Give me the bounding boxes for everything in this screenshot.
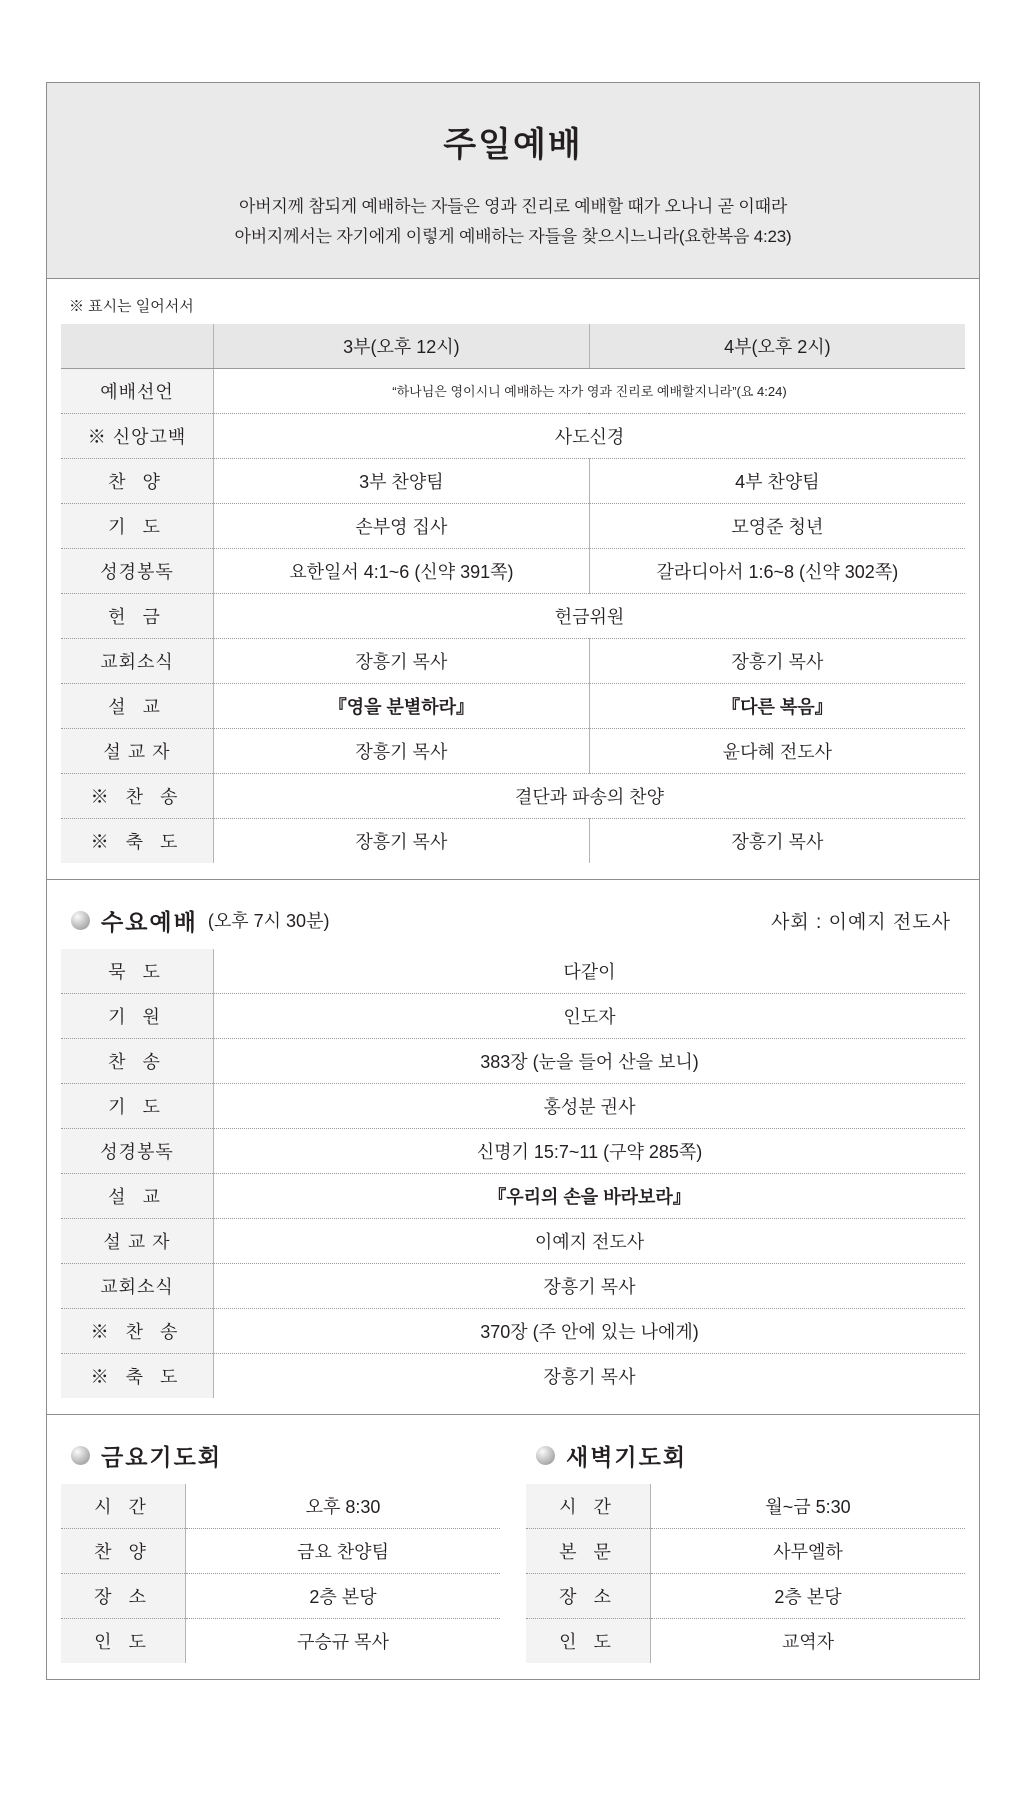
- row-value-4bu: 갈라디아서 1:6~8 (신약 302쪽): [589, 548, 965, 593]
- table-row: [61, 1484, 500, 1529]
- page-title: 주일예배: [443, 126, 583, 164]
- row-value: 월~금 5:30: [651, 1484, 966, 1529]
- row-label: 기 원: [61, 993, 214, 1038]
- table-row: [61, 1083, 965, 1128]
- table-row: [61, 728, 965, 773]
- row-label: 장 소: [61, 1573, 186, 1618]
- row-label: 기 도: [61, 503, 214, 548]
- row-value-3bu: 장흥기 목사: [214, 818, 590, 863]
- wednesday-title: 수요예배: [101, 908, 198, 935]
- friday-prayer-column: [61, 1425, 500, 1663]
- row-label: 설 교: [61, 1173, 214, 1218]
- row-value: 교역자: [651, 1618, 966, 1663]
- row-value-3bu: 장흥기 목사: [214, 728, 590, 773]
- table-row: [61, 1218, 965, 1263]
- prayer-meetings-section: [47, 1415, 979, 1679]
- table-row: [61, 548, 965, 593]
- table-row: [61, 1038, 965, 1083]
- row-value: 383장 (눈을 들어 산을 보니): [214, 1038, 966, 1083]
- column-header-4bu: 4부(오후 2시): [589, 324, 965, 369]
- friday-title: 금요기도회: [101, 1443, 223, 1470]
- row-value: 『우리의 손을 바라보라』: [214, 1173, 966, 1218]
- table-row: [61, 503, 965, 548]
- row-label: 인 도: [526, 1618, 651, 1663]
- friday-heading: [71, 1439, 494, 1472]
- column-header-3bu: 3부(오후 12시): [214, 324, 590, 369]
- row-value-merged: 사도신경: [214, 413, 966, 458]
- header-verse-line-1: 아버지께 참되게 예배하는 자들은 영과 진리로 예배할 때가 오나니 곧 이때라: [238, 197, 788, 216]
- row-value-merged: 헌금위원: [214, 593, 966, 638]
- dawn-title: 새벽기도회: [566, 1443, 688, 1470]
- table-row: [61, 683, 965, 728]
- row-label: 성경봉독: [61, 1128, 214, 1173]
- table-row: [61, 1173, 965, 1218]
- row-label: 기 도: [61, 1083, 214, 1128]
- row-label: ※ 찬 송: [61, 773, 214, 818]
- table-row: [61, 949, 965, 994]
- table-row: [526, 1484, 965, 1529]
- row-label: 설 교: [61, 683, 214, 728]
- row-value-4bu: 윤다혜 전도사: [589, 728, 965, 773]
- row-value-merged: 결단과 파송의 찬양: [214, 773, 966, 818]
- table-row: [61, 818, 965, 863]
- row-value: 장흥기 목사: [214, 1353, 966, 1398]
- row-label: 교회소식: [61, 638, 214, 683]
- row-value: 2층 본당: [651, 1573, 966, 1618]
- table-row: [61, 1573, 500, 1618]
- row-label: 찬 양: [61, 1528, 186, 1573]
- row-label: ※ 축 도: [61, 1353, 214, 1398]
- circle-bullet-icon: [71, 911, 90, 930]
- row-label: 성경봉독: [61, 548, 214, 593]
- row-value-4bu: 『다른 복음』: [589, 683, 965, 728]
- table-header-row: [61, 324, 965, 369]
- row-label: 묵 도: [61, 949, 214, 994]
- sunday-service-section: [47, 279, 979, 880]
- table-row: [61, 773, 965, 818]
- row-label: 본 문: [526, 1528, 651, 1573]
- dawn-heading: [536, 1439, 959, 1472]
- dawn-prayer-column: [526, 1425, 965, 1663]
- table-row: [526, 1618, 965, 1663]
- wednesday-leader: 사회 : 이예지 전도사: [771, 911, 951, 933]
- row-value: 금요 찬양팀: [186, 1528, 501, 1573]
- table-row: [61, 593, 965, 638]
- page-header: [47, 83, 979, 279]
- row-value: 다같이: [214, 949, 966, 994]
- row-label: 시 간: [526, 1484, 651, 1529]
- table-row: [61, 993, 965, 1038]
- header-verse-line-2: 아버지께서는 자기에게 이렇게 예배하는 자들을 찾으시느니라(요한복음 4:23): [234, 226, 792, 246]
- row-value-4bu: 모영준 청년: [589, 503, 965, 548]
- table-row: [61, 1128, 965, 1173]
- wednesday-service-section: [47, 880, 979, 1415]
- table-row: [61, 368, 965, 413]
- table-row: [61, 458, 965, 503]
- row-value-3bu: 손부영 집사: [214, 503, 590, 548]
- row-label: 교회소식: [61, 1263, 214, 1308]
- row-value: 사무엘하: [651, 1528, 966, 1573]
- row-label: ※ 축 도: [61, 818, 214, 863]
- row-label: 설 교 자: [61, 728, 214, 773]
- friday-prayer-table: [61, 1484, 500, 1663]
- wednesday-service-table: [61, 949, 965, 1398]
- row-value: 오후 8:30: [186, 1484, 501, 1529]
- table-row: [526, 1528, 965, 1573]
- row-value: 홍성분 권사: [214, 1083, 966, 1128]
- table-row: [526, 1573, 965, 1618]
- row-value: 신명기 15:7~11 (구약 285쪽): [214, 1128, 966, 1173]
- row-value-4bu: 장흥기 목사: [589, 818, 965, 863]
- row-label: 헌 금: [61, 593, 214, 638]
- wednesday-time: (오후 7시 30분): [207, 911, 330, 931]
- row-value-3bu: 요한일서 4:1~6 (신약 391쪽): [214, 548, 590, 593]
- wednesday-heading: [71, 904, 959, 937]
- row-label: 시 간: [61, 1484, 186, 1529]
- row-value: 2층 본당: [186, 1573, 501, 1618]
- row-label: 찬 양: [61, 458, 214, 503]
- table-row: [61, 1618, 500, 1663]
- row-value-3bu: 3부 찬양팀: [214, 458, 590, 503]
- row-value: 인도자: [214, 993, 966, 1038]
- table-row: [61, 413, 965, 458]
- circle-bullet-icon: [71, 1446, 90, 1465]
- circle-bullet-icon: [536, 1446, 555, 1465]
- column-header-blank: [61, 324, 214, 369]
- row-label: ※ 신앙고백: [61, 413, 214, 458]
- row-value: 장흥기 목사: [214, 1263, 966, 1308]
- row-value-4bu: 장흥기 목사: [589, 638, 965, 683]
- sunday-service-table: [61, 324, 965, 863]
- table-row: [61, 1263, 965, 1308]
- row-value: 이예지 전도사: [214, 1218, 966, 1263]
- table-row: [61, 1353, 965, 1398]
- row-value-3bu: 장흥기 목사: [214, 638, 590, 683]
- row-label: 찬 송: [61, 1038, 214, 1083]
- row-value: 370장 (주 안에 있는 나에게): [214, 1308, 966, 1353]
- table-row: [61, 1528, 500, 1573]
- row-value: 구승규 목사: [186, 1618, 501, 1663]
- bulletin-page: [46, 82, 980, 1680]
- standing-note: ※ 표시는 일어서서: [69, 297, 194, 315]
- table-row: [61, 638, 965, 683]
- row-label: 인 도: [61, 1618, 186, 1663]
- table-row: [61, 1308, 965, 1353]
- row-label: ※ 찬 송: [61, 1308, 214, 1353]
- row-label: 예배선언: [61, 368, 214, 413]
- dawn-prayer-table: [526, 1484, 965, 1663]
- row-value-4bu: 4부 찬양팀: [589, 458, 965, 503]
- row-label: 설 교 자: [61, 1218, 214, 1263]
- row-label: 장 소: [526, 1573, 651, 1618]
- row-value-merged: “하나님은 영이시니 예배하는 자가 영과 진리로 예배할지니라”(요 4:24): [214, 368, 966, 413]
- row-value-3bu: 『영을 분별하라』: [214, 683, 590, 728]
